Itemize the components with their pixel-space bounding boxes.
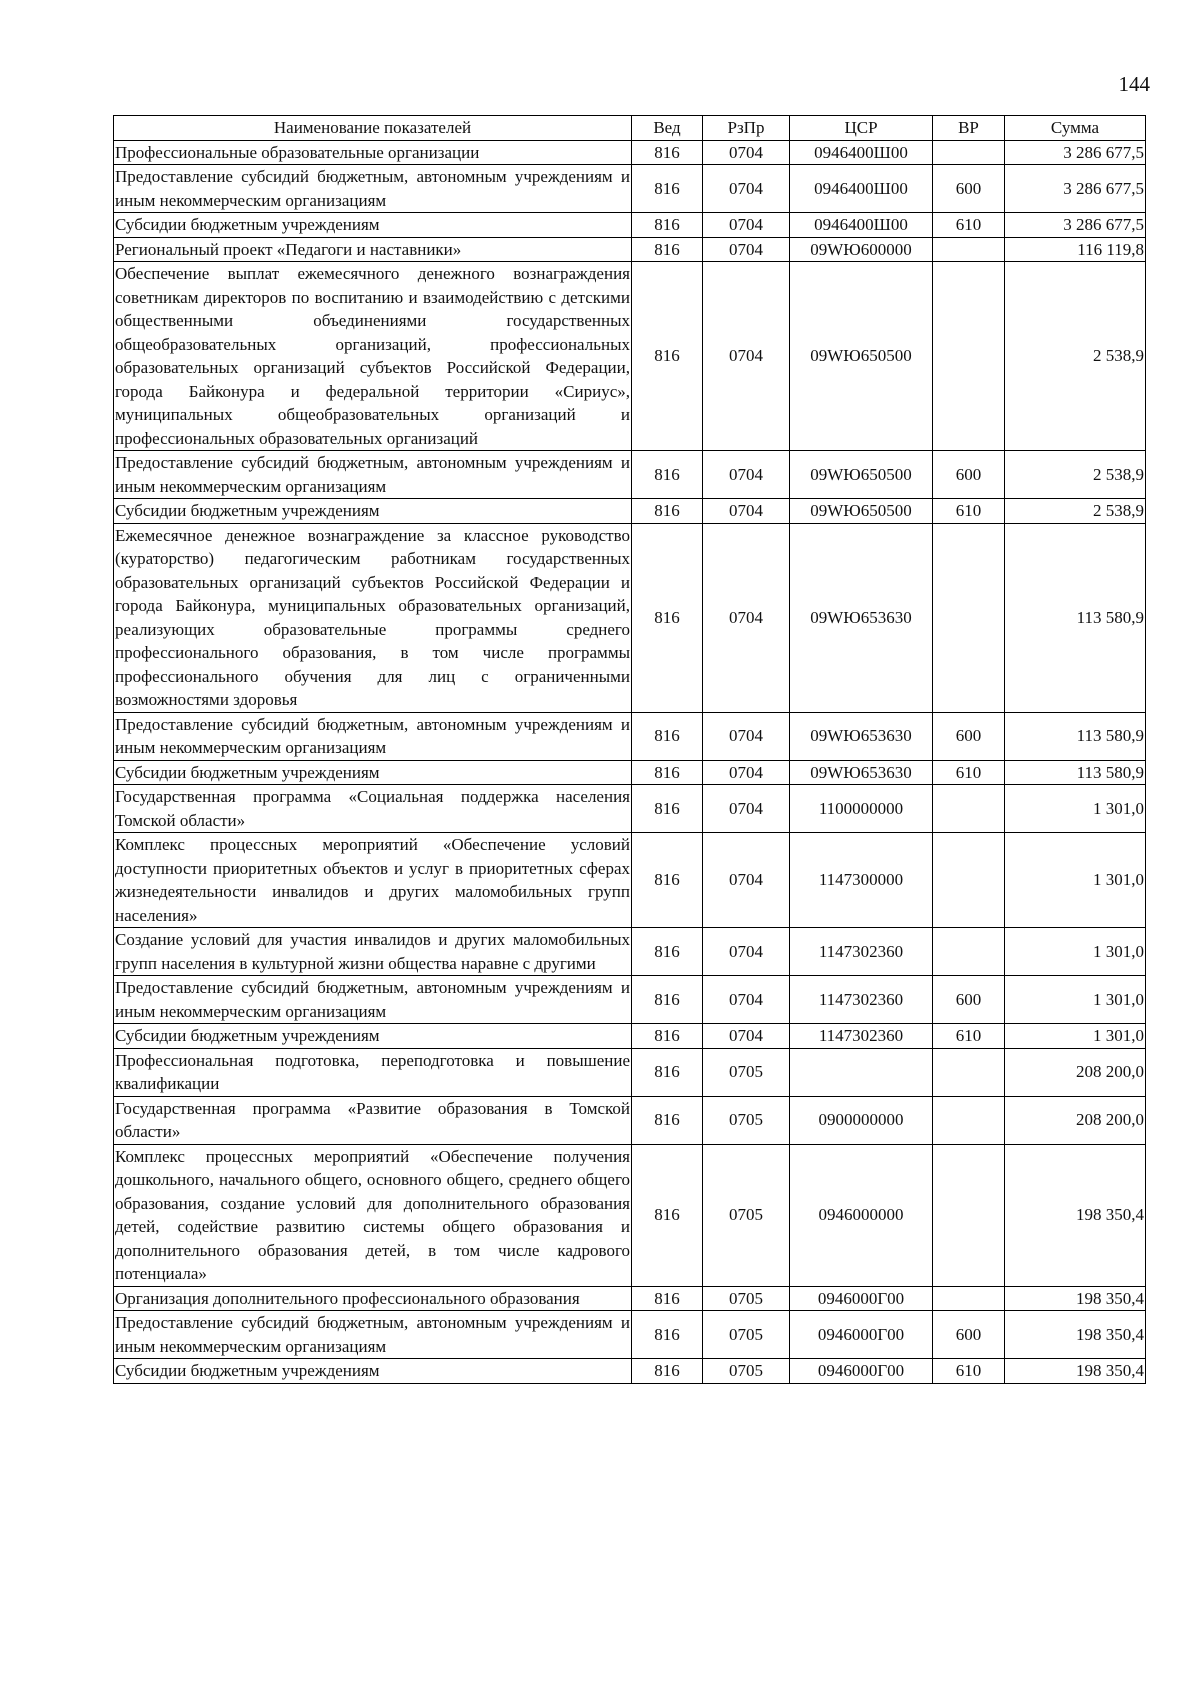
cell-sum: 208 200,0	[1005, 1048, 1146, 1096]
table-row	[114, 165, 1146, 213]
cell-vr: 600	[933, 976, 1005, 1024]
cell-ved: 816	[632, 1024, 703, 1049]
cell-name: Обеспечение выплат ежемесячного денежного вознаграждения советникам директоров по воспитанию и взаимодействию с детскими общественными объединениями государственных общеобразовательных организаций, профессиональных образовательных организаций субъектов Российской Федерации, города Байконура и федеральной территории «Сириус», муниципальных общеобразовательных организаций и профессиональных образовательных организаций	[114, 262, 632, 451]
cell-name: Субсидии бюджетным учреждениям	[114, 1359, 632, 1384]
cell-vr	[933, 523, 1005, 712]
cell-csr: 1100000000	[790, 785, 933, 833]
cell-ved: 816	[632, 760, 703, 785]
cell-csr: 1147300000	[790, 833, 933, 928]
table-row	[114, 785, 1146, 833]
cell-rzpr: 0705	[703, 1359, 790, 1384]
cell-sum: 3 286 677,5	[1005, 140, 1146, 165]
cell-ved: 816	[632, 1311, 703, 1359]
cell-sum: 116 119,8	[1005, 237, 1146, 262]
cell-vr	[933, 1048, 1005, 1096]
cell-vr	[933, 237, 1005, 262]
table-row	[114, 1311, 1146, 1359]
table-row	[114, 1286, 1146, 1311]
cell-name: Региональный проект «Педагоги и наставники»	[114, 237, 632, 262]
cell-csr: 09WЮ653630	[790, 523, 933, 712]
cell-sum: 3 286 677,5	[1005, 165, 1146, 213]
cell-name: Субсидии бюджетным учреждениям	[114, 499, 632, 524]
cell-vr	[933, 1286, 1005, 1311]
cell-rzpr: 0705	[703, 1286, 790, 1311]
cell-vr	[933, 928, 1005, 976]
cell-sum: 113 580,9	[1005, 523, 1146, 712]
cell-csr: 0946000Г00	[790, 1359, 933, 1384]
cell-ved: 816	[632, 1144, 703, 1286]
cell-name: Субсидии бюджетным учреждениям	[114, 213, 632, 238]
cell-name: Государственная программа «Развитие образования в Томской области»	[114, 1096, 632, 1144]
cell-vr: 600	[933, 451, 1005, 499]
cell-csr: 1147302360	[790, 976, 933, 1024]
cell-ved: 816	[632, 928, 703, 976]
table-row	[114, 1048, 1146, 1096]
cell-rzpr: 0704	[703, 165, 790, 213]
cell-ved: 816	[632, 165, 703, 213]
cell-rzpr: 0704	[703, 523, 790, 712]
cell-csr: 1147302360	[790, 1024, 933, 1049]
table-row	[114, 140, 1146, 165]
cell-name: Создание условий для участия инвалидов и других маломобильных групп населения в культурной жизни общества наравне с другими	[114, 928, 632, 976]
cell-sum: 1 301,0	[1005, 976, 1146, 1024]
cell-csr: 09WЮ653630	[790, 712, 933, 760]
cell-sum: 198 350,4	[1005, 1286, 1146, 1311]
table-row	[114, 1096, 1146, 1144]
cell-ved: 816	[632, 523, 703, 712]
cell-sum: 3 286 677,5	[1005, 213, 1146, 238]
cell-csr: 1147302360	[790, 928, 933, 976]
cell-sum: 198 350,4	[1005, 1359, 1146, 1384]
cell-ved: 816	[632, 451, 703, 499]
table-row	[114, 976, 1146, 1024]
cell-csr: 0946400Ш00	[790, 140, 933, 165]
cell-rzpr: 0704	[703, 833, 790, 928]
page-number: 144	[1118, 72, 1150, 96]
cell-name: Субсидии бюджетным учреждениям	[114, 1024, 632, 1049]
cell-rzpr: 0704	[703, 712, 790, 760]
cell-name: Предоставление субсидий бюджетным, автономным учреждениям и иным некоммерческим организациям	[114, 165, 632, 213]
cell-name: Предоставление субсидий бюджетным, автономным учреждениям и иным некоммерческим организациям	[114, 712, 632, 760]
cell-csr: 09WЮ650500	[790, 499, 933, 524]
cell-ved: 816	[632, 976, 703, 1024]
cell-rzpr: 0704	[703, 1024, 790, 1049]
cell-sum: 1 301,0	[1005, 1024, 1146, 1049]
header-ved: Вед	[632, 116, 703, 141]
cell-sum: 1 301,0	[1005, 785, 1146, 833]
cell-name: Предоставление субсидий бюджетным, автономным учреждениям и иным некоммерческим организациям	[114, 1311, 632, 1359]
header-rzpr: РзПр	[703, 116, 790, 141]
cell-sum: 1 301,0	[1005, 928, 1146, 976]
cell-csr: 09WЮ650500	[790, 262, 933, 451]
cell-sum: 2 538,9	[1005, 451, 1146, 499]
cell-vr: 600	[933, 1311, 1005, 1359]
cell-rzpr: 0704	[703, 451, 790, 499]
cell-ved: 816	[632, 833, 703, 928]
header-name: Наименование показателей	[114, 116, 632, 141]
cell-rzpr: 0704	[703, 213, 790, 238]
budget-table	[113, 115, 1146, 1384]
cell-vr: 610	[933, 1359, 1005, 1384]
cell-rzpr: 0705	[703, 1048, 790, 1096]
cell-sum: 2 538,9	[1005, 499, 1146, 524]
cell-rzpr: 0704	[703, 785, 790, 833]
cell-sum: 113 580,9	[1005, 760, 1146, 785]
cell-name: Предоставление субсидий бюджетным, автономным учреждениям и иным некоммерческим организациям	[114, 451, 632, 499]
cell-vr: 610	[933, 760, 1005, 785]
cell-rzpr: 0705	[703, 1311, 790, 1359]
cell-ved: 816	[632, 1286, 703, 1311]
cell-csr: 09WЮ600000	[790, 237, 933, 262]
cell-name: Комплекс процессных мероприятий «Обеспечение получения дошкольного, начального общего, основного общего, среднего общего образования, создание условий для дополнительного образования детей, содействие развитию системы общего образования и дополнительного образования детей, в том числе кадрового потенциала»	[114, 1144, 632, 1286]
cell-name: Комплекс процессных мероприятий «Обеспечение условий доступности приоритетных объектов и услуг в приоритетных сферах жизнедеятельности инвалидов и других маломобильных групп населения»	[114, 833, 632, 928]
cell-csr: 0946000000	[790, 1144, 933, 1286]
table-row	[114, 499, 1146, 524]
cell-csr: 0946000Г00	[790, 1286, 933, 1311]
cell-sum: 113 580,9	[1005, 712, 1146, 760]
cell-csr: 0946400Ш00	[790, 213, 933, 238]
cell-csr: 0900000000	[790, 1096, 933, 1144]
cell-rzpr: 0704	[703, 928, 790, 976]
table-row	[114, 213, 1146, 238]
cell-ved: 816	[632, 1359, 703, 1384]
cell-name: Государственная программа «Социальная поддержка населения Томской области»	[114, 785, 632, 833]
table-row	[114, 712, 1146, 760]
cell-rzpr: 0704	[703, 760, 790, 785]
cell-ved: 816	[632, 237, 703, 262]
cell-vr	[933, 1144, 1005, 1286]
table-header-row	[114, 116, 1146, 141]
header-sum: Сумма	[1005, 116, 1146, 141]
table-row	[114, 1359, 1146, 1384]
table-row	[114, 237, 1146, 262]
cell-vr	[933, 1096, 1005, 1144]
cell-ved: 816	[632, 1096, 703, 1144]
cell-rzpr: 0704	[703, 262, 790, 451]
cell-sum: 2 538,9	[1005, 262, 1146, 451]
cell-rzpr: 0704	[703, 237, 790, 262]
cell-sum: 198 350,4	[1005, 1311, 1146, 1359]
cell-vr: 610	[933, 213, 1005, 238]
cell-ved: 816	[632, 1048, 703, 1096]
cell-ved: 816	[632, 499, 703, 524]
cell-name: Предоставление субсидий бюджетным, автономным учреждениям и иным некоммерческим организациям	[114, 976, 632, 1024]
cell-vr: 600	[933, 165, 1005, 213]
cell-csr: 09WЮ653630	[790, 760, 933, 785]
cell-ved: 816	[632, 262, 703, 451]
cell-vr	[933, 140, 1005, 165]
cell-rzpr: 0705	[703, 1096, 790, 1144]
table-row	[114, 928, 1146, 976]
cell-sum: 198 350,4	[1005, 1144, 1146, 1286]
cell-name: Ежемесячное денежное вознаграждение за классное руководство (кураторство) педагогическим работникам государственных образовательных организаций субъектов Российской Федерации и города Байконура, муниципальных образовательных организаций, реализующих образовательные программы среднего профессионального образования, в том числе программы профессионального обучения для лиц с ограниченными возможностями здоровья	[114, 523, 632, 712]
table-row	[114, 262, 1146, 451]
cell-name: Профессиональные образовательные организации	[114, 140, 632, 165]
cell-vr	[933, 262, 1005, 451]
cell-rzpr: 0704	[703, 140, 790, 165]
cell-vr: 610	[933, 499, 1005, 524]
cell-ved: 816	[632, 213, 703, 238]
cell-vr	[933, 833, 1005, 928]
cell-csr: 0946400Ш00	[790, 165, 933, 213]
table-row	[114, 760, 1146, 785]
cell-rzpr: 0704	[703, 499, 790, 524]
cell-vr: 610	[933, 1024, 1005, 1049]
header-csr: ЦСР	[790, 116, 933, 141]
table-row	[114, 1144, 1146, 1286]
cell-csr	[790, 1048, 933, 1096]
cell-rzpr: 0704	[703, 976, 790, 1024]
cell-ved: 816	[632, 785, 703, 833]
table-row	[114, 833, 1146, 928]
cell-csr: 09WЮ650500	[790, 451, 933, 499]
cell-ved: 816	[632, 712, 703, 760]
table-row	[114, 451, 1146, 499]
table-row	[114, 523, 1146, 712]
cell-vr: 600	[933, 712, 1005, 760]
cell-vr	[933, 785, 1005, 833]
cell-name: Профессиональная подготовка, переподготовка и повышение квалификации	[114, 1048, 632, 1096]
cell-sum: 208 200,0	[1005, 1096, 1146, 1144]
cell-name: Организация дополнительного профессионального образования	[114, 1286, 632, 1311]
cell-sum: 1 301,0	[1005, 833, 1146, 928]
cell-name: Субсидии бюджетным учреждениям	[114, 760, 632, 785]
cell-rzpr: 0705	[703, 1144, 790, 1286]
cell-ved: 816	[632, 140, 703, 165]
cell-csr: 0946000Г00	[790, 1311, 933, 1359]
header-vr: ВР	[933, 116, 1005, 141]
table-row	[114, 1024, 1146, 1049]
